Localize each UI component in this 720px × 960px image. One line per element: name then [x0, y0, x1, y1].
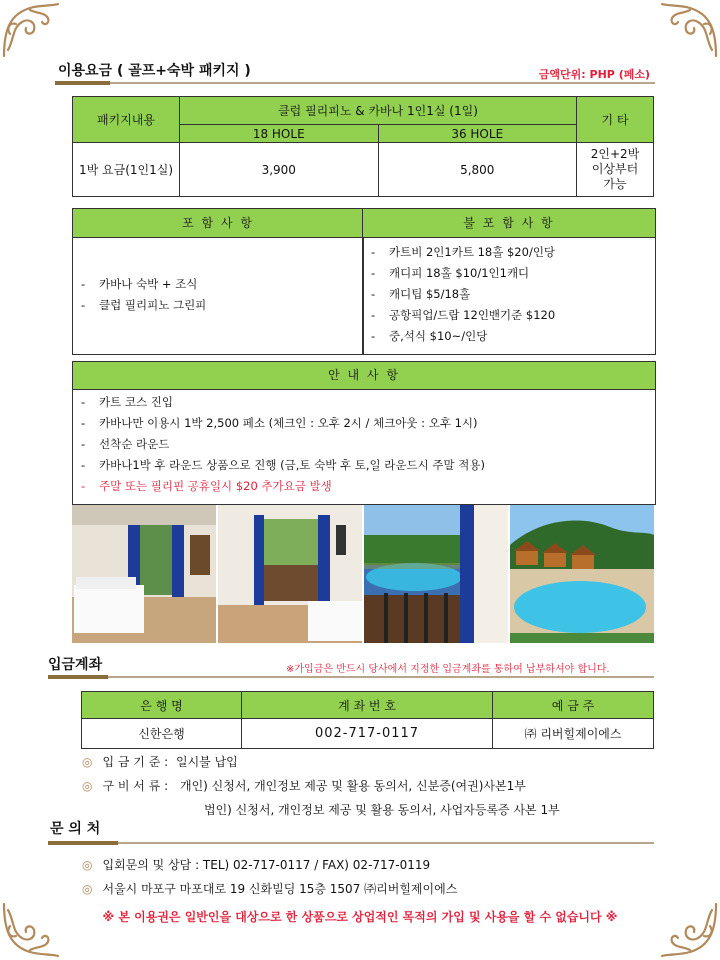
account-number: 002-717-0117 [242, 719, 493, 749]
col-bank-header: 은 행 명 [82, 692, 242, 719]
docs-corp-row: 법인) 신청서, 개인정보 제공 및 활용 동의서, 사업자등록증 사본 1부 [204, 803, 560, 817]
price-36hole: 5,800 [378, 143, 577, 197]
room-photo-1 [72, 505, 216, 643]
list-item: - 중,석식 $10~/인당 [363, 326, 655, 347]
bank-name: 신한은행 [82, 719, 242, 749]
contact-address-row: ◎ 서울시 마포구 마포대로 19 신화빌딩 15층 1507 ㈜리버힐제이에스 [82, 882, 458, 896]
list-item: - 카바나 숙박 + 조식 [73, 274, 363, 295]
col-etc-header: 기 타 [577, 97, 654, 143]
row-label: 1박 요금(1인1실) [73, 143, 180, 197]
photo-strip [72, 505, 654, 643]
col-18hole-header: 18 HOLE [180, 125, 379, 143]
price-18hole: 3,900 [180, 143, 379, 197]
section-title-contact: 문 의 처 [50, 821, 101, 837]
double-circle-icon: ◎ [82, 755, 93, 769]
currency-unit-note: 금액단위: PHP (페소) [538, 68, 650, 81]
list-item: - 선착순 라운드 [73, 434, 655, 455]
list-item: - 카바나만 이용시 1박 2,500 페소 (체크인 : 오후 2시 / 체크아웃 : 오후 1시) [73, 413, 655, 434]
col-account-header: 계 좌 번 호 [242, 692, 493, 719]
col-holder-header: 예 금 주 [493, 692, 654, 719]
account-table [81, 691, 654, 749]
guide-list [73, 392, 655, 497]
included-title: 포 함 사 항 [73, 209, 363, 238]
double-circle-icon: ◎ [82, 858, 93, 872]
resort-pool-photo [510, 505, 654, 643]
guide-title: 안 내 사 항 [73, 362, 655, 390]
price-table [72, 96, 654, 197]
contact-phone-row: ◎ 입회문의 및 상담 : TEL) 02-717-0117 / FAX) 02-717-0119 [82, 858, 431, 872]
guide-box [72, 361, 656, 505]
double-circle-icon: ◎ [82, 882, 93, 896]
section-title-deposit: 입금계좌 [48, 657, 103, 673]
list-item: - 클럽 필리피노 그린피 [73, 295, 363, 316]
corner-ornament-icon [658, 0, 720, 62]
deposit-standard-row: ◎ 입 금 기 준 : 일시불 납입 [82, 755, 238, 769]
etc-note: 2인+2박 이상부터 가능 [577, 143, 654, 197]
list-item: - 공항픽업/드랍 12인밴기준 $120 [363, 305, 655, 326]
excluded-title: 불 포 함 사 항 [363, 209, 655, 238]
list-item: - 캐디팁 $5/18홀 [363, 284, 655, 305]
section-underline [48, 676, 654, 678]
section-underline [55, 82, 655, 84]
included-list [73, 274, 363, 316]
included-box [72, 208, 364, 355]
section-underline [48, 842, 654, 844]
excluded-box [362, 208, 656, 355]
account-holder: ㈜ 리버힐제이에스 [493, 719, 654, 749]
list-item: - 캐디피 18홀 $10/1인1캐디 [363, 263, 655, 284]
corner-ornament-icon [0, 0, 62, 62]
guide-warning: - 주말 또는 필리핀 공휴일시 $20 추가요금 발생 [73, 476, 655, 497]
deposit-note: ※가입금은 반드시 당사에서 지정한 입금계좌를 통하여 납부하셔야 합니다. [286, 664, 610, 675]
pool-balcony-photo [364, 505, 508, 643]
room-photo-2 [218, 505, 362, 643]
excluded-list [363, 242, 655, 347]
footer-disclaimer: ※ 본 이용권은 일반인을 대상으로 한 상품으로 상업적인 목적의 가입 및 사용을 할 수 없습니다 ※ [102, 910, 618, 924]
list-item: - 카바나1박 후 라운드 상품으로 진행 (금,토 숙박 후 토,일 라운드시 주말 적용) [73, 455, 655, 476]
col-package-header: 패키지내용 [73, 97, 180, 143]
section-title-pricing: 이용요금 ( 골프+숙박 패키지 ) [58, 63, 251, 79]
list-item: - 카트 코스 진입 [73, 392, 655, 413]
list-item: - 카트비 2인1카트 18홀 $20/인당 [363, 242, 655, 263]
double-circle-icon: ◎ [82, 779, 93, 793]
col-36hole-header: 36 HOLE [378, 125, 577, 143]
col-group-header: 클럽 필리피노 & 카바나 1인1실 (1일) [180, 97, 577, 125]
docs-row: ◎ 구 비 서 류 : 개인) 신청서, 개인정보 제공 및 활용 동의서, 신분증(여권)사본1부 [82, 779, 526, 793]
